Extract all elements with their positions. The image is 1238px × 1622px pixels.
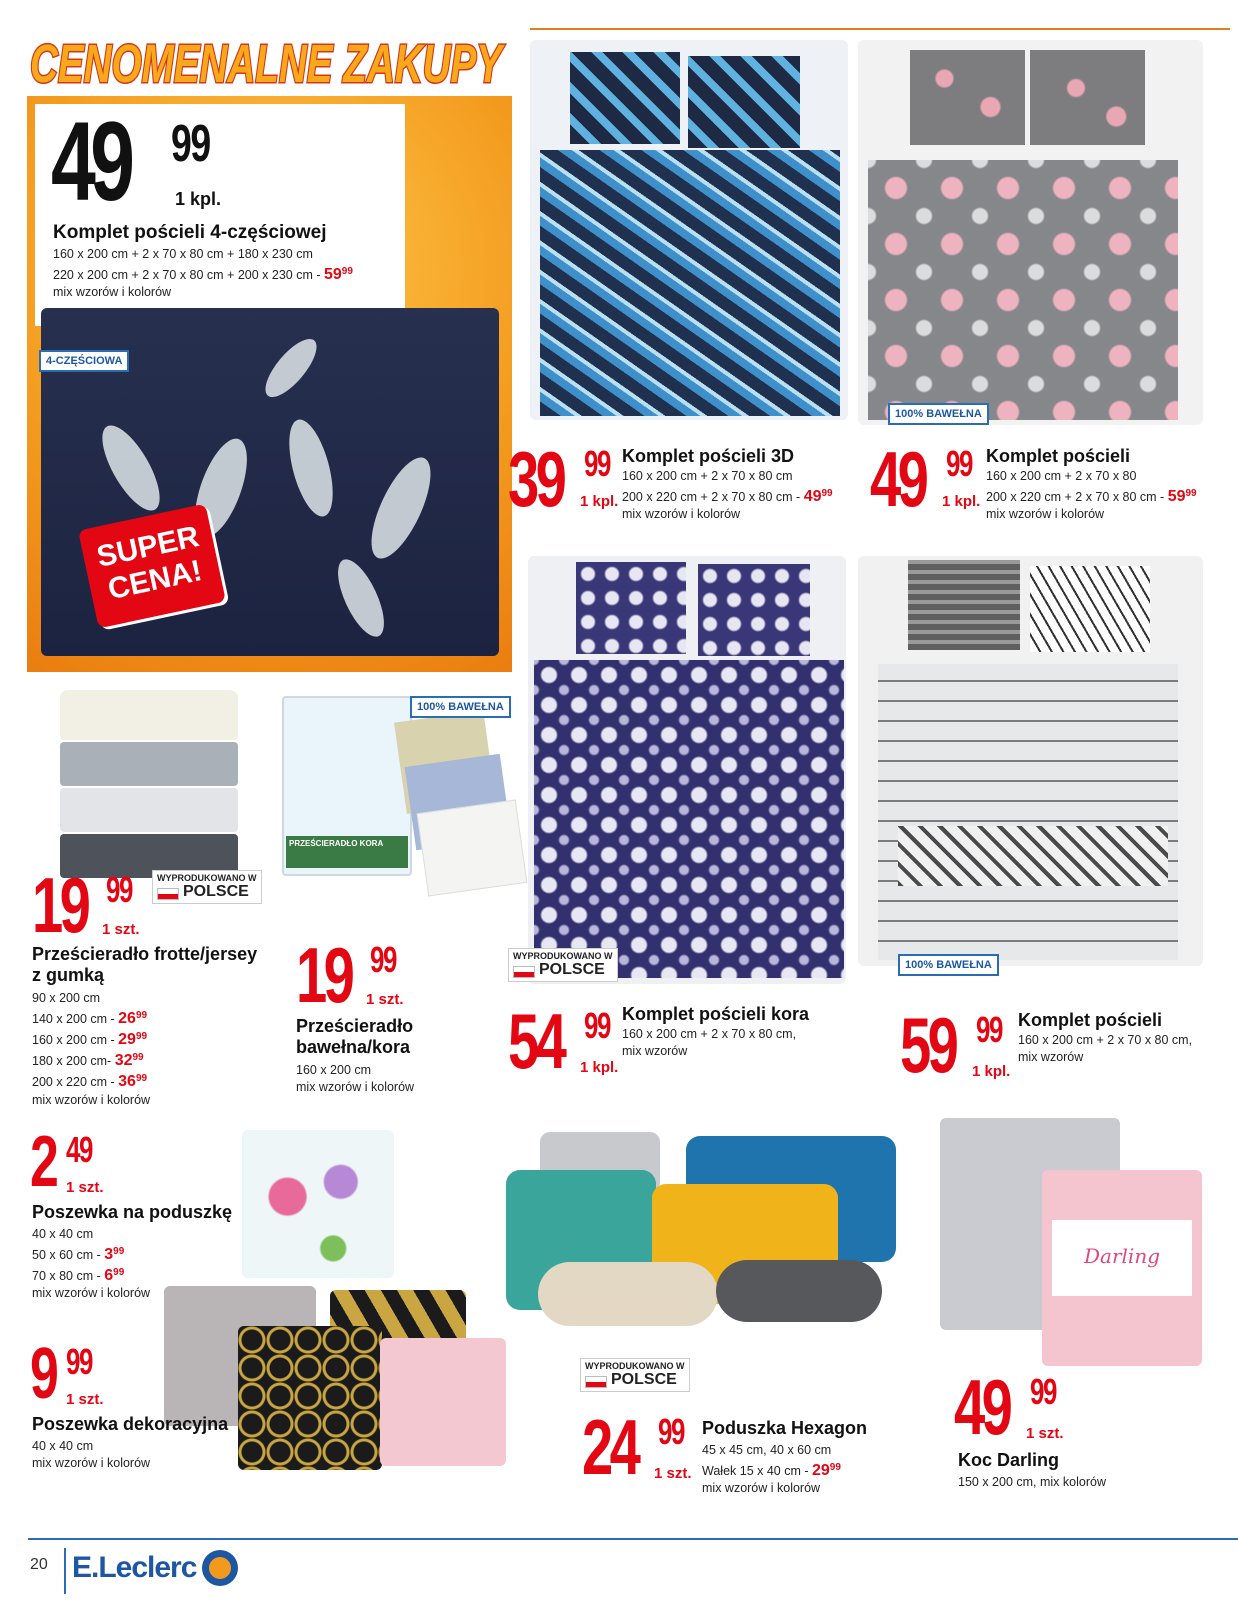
price-cents: 99 [370, 939, 396, 980]
roller-grey [716, 1260, 882, 1322]
price-unit: 1 szt. [66, 1391, 104, 1408]
pillow [688, 56, 800, 148]
price-cents: 99 [584, 443, 610, 484]
alt-price: 26 [118, 1010, 136, 1028]
name-hexagon: Poduszka Hexagon [702, 1418, 868, 1438]
name-frotte [32, 944, 257, 986]
name-p3d: Komplet pościeli 3D [622, 446, 795, 466]
alt-cents: 99 [135, 1031, 148, 1043]
size-line: 90 x 200 cm [32, 991, 101, 1005]
made-label: WYPRODUKOWANO W [585, 1361, 685, 1371]
size-text: 50 x 60 cm - [32, 1248, 105, 1263]
size-line [32, 1243, 150, 1264]
price-main: 2 [30, 1122, 56, 1202]
pillow [908, 560, 1020, 650]
made-country: POLSCE [183, 883, 249, 900]
price-cents: 99 [66, 1341, 92, 1382]
made-in-poland-pkora [508, 948, 618, 982]
hero-alt-cents: 99 [341, 266, 353, 277]
made-in-poland-hexagon [580, 1358, 690, 1392]
hero-mix: mix wzorów i kolorów [53, 285, 172, 300]
price-main: 49 [954, 1363, 1010, 1451]
alt-price: 29 [812, 1462, 830, 1480]
duvet [868, 160, 1178, 420]
kora-sheet-image [282, 696, 538, 916]
size-line [32, 1070, 150, 1091]
price-unit: 1 szt. [366, 991, 404, 1008]
name-poszewka: Poszewka na poduszkę [32, 1202, 233, 1222]
desc-mix: mix wzorów i kolorów [32, 1092, 151, 1107]
hero-desc [53, 246, 353, 301]
price-unit: 1 kpl. [580, 493, 619, 510]
desc-line: 160 x 200 cm + 2 x 70 x 80 cm, [1018, 1033, 1193, 1047]
moroccan-pillow-image [238, 1326, 382, 1470]
price-cents: 99 [106, 869, 132, 910]
price-kora [296, 931, 404, 1019]
desc-mix: mix wzorów i kolorów [32, 1456, 151, 1470]
price-main: 49 [870, 435, 926, 523]
desc-mix: mix wzorów i kolorów [32, 1286, 151, 1301]
price-cents: 99 [946, 443, 972, 484]
made-in-poland-frotte [152, 870, 262, 904]
size-line [32, 1028, 150, 1049]
desc-poszewka [32, 1226, 150, 1302]
blanket-label: Darling [1052, 1220, 1192, 1296]
price-paztec [900, 1001, 1011, 1089]
desc-line [702, 1459, 841, 1480]
desc-line: 160 x 200 cm + 2 x 70 x 80 [986, 469, 1137, 483]
desc-koc [958, 1474, 1106, 1491]
price-main: 39 [508, 435, 564, 523]
desc-hexagon [702, 1442, 841, 1497]
hero-price-main: 49 [51, 99, 130, 224]
desc-p3d [622, 468, 833, 523]
price-cents: 49 [66, 1129, 92, 1170]
alt-cents: 99 [821, 488, 833, 499]
desc-frotte [32, 990, 150, 1109]
desc-line: 160 x 200 cm [296, 1063, 372, 1077]
poland-flag-icon [157, 888, 179, 900]
price-main: 19 [32, 861, 88, 949]
brand-name: E.Leclerc [72, 1551, 197, 1584]
alt-price: 32 [114, 1052, 133, 1070]
hero-line-1: 160 x 200 cm + 2 x 70 x 80 cm + 180 x 230 cm [53, 247, 313, 261]
made-label: WYPRODUKOWANO W [157, 873, 257, 883]
bedding-kora-image [528, 556, 846, 984]
size-text: 200 x 220 cm - [32, 1075, 119, 1090]
alt-price: 36 [118, 1073, 136, 1091]
price-main: 24 [582, 1403, 638, 1491]
desc-line: 160 x 200 cm + 2 x 70 x 80 cm [622, 469, 793, 483]
size-text: 140 x 200 cm - [32, 1012, 119, 1027]
hexagon-pillows-image [498, 1132, 914, 1330]
pink-pillow-image [380, 1338, 506, 1466]
price-dekor [30, 1334, 104, 1414]
desc-mix: mix wzorów i kolorów [702, 1481, 821, 1496]
bedding-aztec-image [858, 556, 1203, 966]
made-label: WYPRODUKOWANO W [513, 951, 613, 961]
price-main: 54 [508, 997, 564, 1085]
hero-name: Komplet pościeli 4-częściowej [53, 222, 327, 243]
desc-line: 150 x 200 cm, mix kolorów [958, 1475, 1106, 1489]
frotte-sheets-image [60, 690, 240, 890]
desc-line: 40 x 40 cm [32, 1439, 94, 1453]
name-line: Prześcieradło frotte/jersey [32, 944, 258, 964]
size-text: 160 x 200 cm - [32, 1033, 119, 1048]
price-hexagon [582, 1403, 692, 1491]
price-main: 59 [900, 1001, 956, 1089]
folded-sheet [417, 799, 528, 896]
price-frotte [32, 861, 140, 949]
page-number: 20 [30, 1556, 48, 1573]
pillow [576, 562, 686, 654]
price-pgrey [870, 435, 981, 523]
price-poszewka [30, 1122, 104, 1202]
name-koc: Koc Darling [958, 1450, 1060, 1470]
price-p3d [508, 435, 619, 523]
pillow [1030, 566, 1150, 652]
price-unit: 1 szt. [1026, 1425, 1064, 1442]
hero-alt-price: 59 [323, 266, 342, 284]
made-country: POLSCE [539, 961, 605, 978]
price-unit: 1 szt. [654, 1465, 692, 1482]
size-line [32, 1007, 150, 1028]
desc-line-text: 200 x 220 cm + 2 x 70 x 80 cm - [986, 490, 1168, 505]
name-dekor: Poszewka dekoracyjna [32, 1414, 229, 1434]
desc-mix: mix wzorów i kolorów [296, 1080, 415, 1094]
desc-pgrey [986, 468, 1197, 523]
header-title-text: CENOMENALNE ZAKUPY [30, 34, 506, 94]
desc-mix: mix wzorów i kolorów [622, 507, 741, 522]
hero-line-2-text: 220 x 200 cm + 2 x 70 x 80 cm + 200 x 230 cm - [53, 268, 324, 283]
size-line [32, 1049, 150, 1070]
poland-flag-icon [585, 1376, 607, 1388]
hero-panel [27, 96, 512, 672]
brand-logo[interactable] [72, 1546, 238, 1590]
header-rule [530, 28, 1230, 30]
leclerc-l-icon [202, 1550, 238, 1586]
package-label: PRZEŚCIERADŁO KORA [286, 836, 408, 868]
price-cents: 99 [976, 1009, 1002, 1050]
header-title [28, 26, 508, 96]
pillow [698, 564, 810, 656]
name-paztec: Komplet pościeli [1018, 1010, 1163, 1030]
alt-cents: 99 [113, 1267, 125, 1279]
price-cents: 99 [584, 1005, 610, 1046]
sheet [60, 788, 238, 832]
made-country: POLSCE [611, 1371, 677, 1388]
name-pkora: Komplet pościeli kora [622, 1004, 810, 1024]
blanket-pink-image [1042, 1170, 1202, 1366]
sheet [60, 690, 238, 740]
price-unit: 1 szt. [102, 921, 140, 938]
alt-cents: 99 [113, 1246, 125, 1257]
price-cents: 99 [1030, 1371, 1056, 1412]
hero-price [51, 99, 222, 224]
hero-line-2 [53, 263, 353, 284]
price-unit: 1 kpl. [942, 493, 981, 510]
bedding-3d-image [530, 40, 848, 420]
size-text: 180 x 200 cm- [32, 1054, 115, 1069]
footer-rule [28, 1538, 1238, 1540]
alt-cents: 99 [829, 1462, 841, 1473]
super-cena-sticker: SUPER CENA! [78, 504, 226, 629]
price-main: 9 [30, 1334, 56, 1414]
sheet [60, 742, 238, 786]
desc-mix: mix wzorów [622, 1044, 688, 1058]
badge-kora: 100% BAWEŁNA [410, 696, 511, 718]
desc-line-text: 200 x 220 cm + 2 x 70 x 80 cm - [622, 490, 804, 505]
pillow [1030, 50, 1145, 145]
price-unit: 1 kpl. [580, 1059, 619, 1076]
poland-flag-icon [513, 966, 535, 978]
desc-line-text: Wałek 15 x 40 cm - [702, 1464, 812, 1479]
desc-kora [296, 1062, 414, 1096]
floral-pillow-image [242, 1130, 394, 1278]
alt-price: 3 [104, 1246, 114, 1264]
desc-dekor [32, 1438, 150, 1472]
badge-paztec: 100% BAWEŁNA [898, 954, 999, 976]
duvet [534, 660, 844, 978]
badge-pgrey: 100% BAWEŁNA [888, 403, 989, 425]
alt-price: 59 [1167, 488, 1186, 506]
leclerc-l-inner [209, 1557, 231, 1579]
duvet [878, 664, 1178, 960]
desc-pkora [622, 1026, 796, 1060]
alt-price: 6 [104, 1267, 114, 1285]
hero-price-cents: 99 [171, 115, 210, 173]
price-unit: 1 kpl. [972, 1063, 1011, 1080]
desc-line [622, 485, 833, 506]
bedding-floral-grey-image [858, 40, 1203, 425]
pillow [910, 50, 1025, 145]
hero-price-unit: 1 kpl. [175, 189, 222, 209]
alt-cents: 99 [135, 1073, 148, 1085]
name-line: z gumką [32, 965, 105, 985]
name-line: Prześcieradło [296, 1016, 414, 1036]
alt-price: 49 [803, 488, 822, 506]
desc-line: 160 x 200 cm + 2 x 70 x 80 cm, [622, 1027, 797, 1041]
alt-cents: 99 [135, 1010, 148, 1021]
footer-divider [64, 1548, 66, 1594]
size-line [32, 1264, 150, 1285]
name-line: bawełna/kora [296, 1037, 411, 1057]
price-koc [954, 1363, 1064, 1451]
hero-badge: 4-CZĘŚCIOWA [39, 350, 129, 372]
desc-mix: mix wzorów i kolorów [986, 507, 1105, 522]
desc-paztec [1018, 1032, 1192, 1066]
name-kora [296, 1016, 413, 1058]
pillow [570, 52, 680, 144]
price-cents: 99 [658, 1411, 684, 1452]
size-text: 70 x 80 cm - [32, 1269, 105, 1284]
duvet-motif [898, 826, 1168, 886]
desc-mix: mix wzorów [1018, 1050, 1084, 1064]
price-main: 19 [296, 931, 352, 1019]
roller-beige [538, 1262, 718, 1326]
desc-line [986, 485, 1197, 506]
desc-line: 45 x 45 cm, 40 x 60 cm [702, 1443, 832, 1457]
price-pkora [508, 997, 619, 1085]
header-title-art [28, 26, 508, 96]
duvet [540, 150, 840, 416]
alt-price: 29 [118, 1031, 136, 1049]
alt-cents: 99 [1185, 488, 1197, 499]
price-unit: 1 szt. [66, 1179, 104, 1196]
alt-cents: 99 [132, 1052, 144, 1064]
name-pgrey: Komplet pościeli [986, 446, 1131, 466]
size-line: 40 x 40 cm [32, 1227, 94, 1241]
